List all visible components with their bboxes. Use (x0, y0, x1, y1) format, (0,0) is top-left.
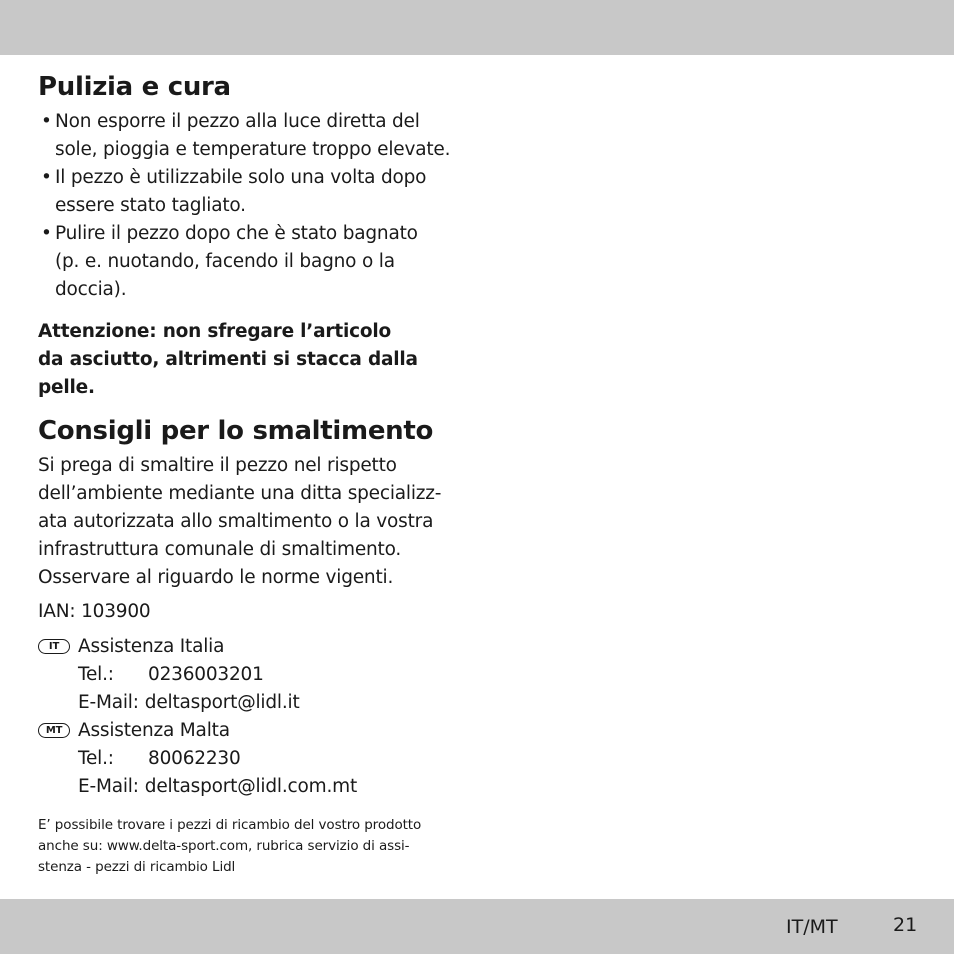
tel-number: 80062230 (148, 748, 241, 769)
care-bullet: • Non esporre il pezzo alla luce diretta del sole, pioggia e temperature troppo elevate. (38, 108, 458, 164)
page-number: 21 (893, 914, 918, 936)
care-bullet: • Pulire il pezzo dopo che è stato bagnato (p. e. nuotando, facendo il bagno o la doccia). (38, 220, 458, 304)
care-title: Pulizia e cura (38, 72, 231, 102)
contact-malta (38, 717, 458, 801)
country-badge-mt: MT (38, 723, 70, 738)
email-address: deltasport@lidl.it (144, 692, 300, 713)
contact-email-row (78, 773, 458, 801)
email-label: E-Mail: (78, 776, 139, 797)
contact-name: Assistenza Italia (78, 636, 225, 657)
spare-parts-note: E’ possibile trovare i pezzi di ricambio del vostro prodotto anche su: www.delta-sport.com, rubrica servizio di assi- stenza - pezzi di ricambio Lidl (38, 817, 422, 875)
contact-tel-row (78, 745, 458, 773)
tel-label: Tel.: (78, 664, 114, 685)
country-badge-it: IT (38, 639, 70, 654)
contact-email-row (78, 689, 458, 717)
service-contacts (38, 633, 458, 801)
tel-number: 0236003201 (148, 664, 264, 685)
disposal-title: Consigli per lo smaltimento (38, 416, 434, 446)
footer-language: IT/MT (786, 916, 838, 938)
content-column (38, 66, 458, 878)
care-bullet: • Il pezzo è utilizzabile solo una volta dopo essere stato tagliato. (38, 164, 458, 220)
ian-number: IAN: 103900 (38, 601, 151, 622)
disposal-paragraph: Si prega di smaltire il pezzo nel rispetto dell’ambiente mediante una ditta specializz- ata autorizzata allo smaltimento o la vostra infrastruttura comunale di smaltimento. Osservare al riguardo le norme vigenti. (38, 455, 442, 588)
contact-italy (38, 633, 458, 717)
email-address: deltasport@lidl.com.mt (144, 776, 358, 797)
header-band (0, 0, 954, 55)
care-warning: Attenzione: non sfregare l’articolo da asciutto, altrimenti si stacca dalla pelle. (38, 321, 418, 398)
contact-name: Assistenza Malta (78, 720, 230, 741)
email-label: E-Mail: (78, 692, 139, 713)
contact-tel-row (78, 661, 458, 689)
tel-label: Tel.: (78, 748, 114, 769)
care-bullet-list (38, 108, 458, 304)
